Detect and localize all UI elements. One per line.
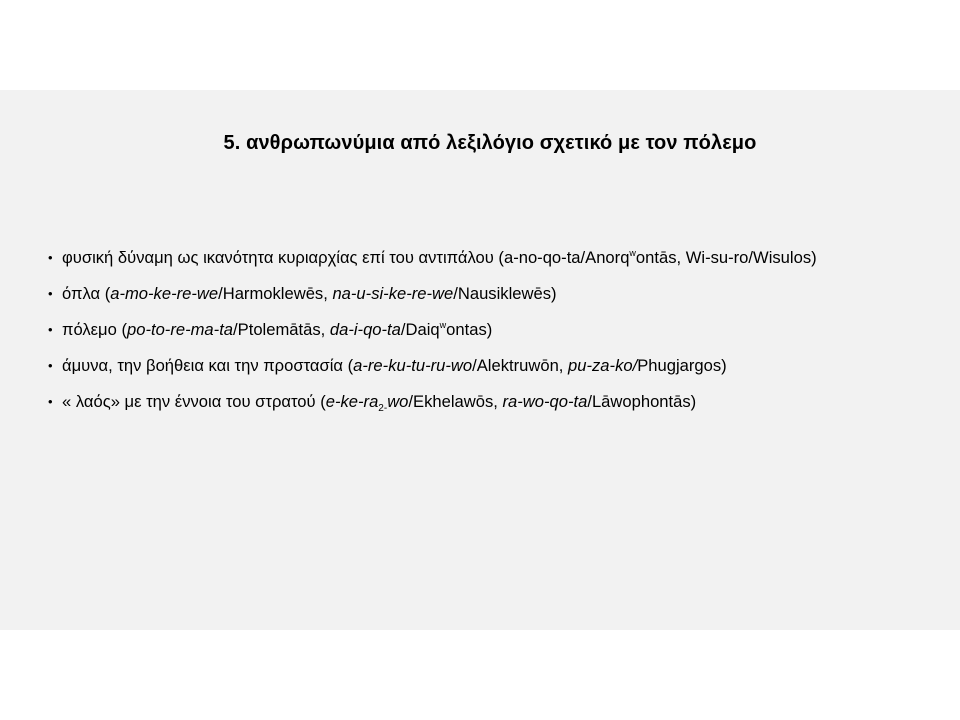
bullet-item-weapons (48, 276, 817, 312)
bullet-text: φυσική δύναμη ως ικανότητα κυριαρχίας επί του αντιπάλου ( (62, 248, 504, 267)
bullet-text: /Ptolemātās, (233, 320, 330, 339)
subscript: 2- (378, 403, 388, 414)
bullet-item-war (48, 312, 817, 348)
superscript: w (439, 320, 447, 330)
bullet-icon: • (48, 358, 53, 373)
bullet-text: όπλα ( (62, 284, 111, 303)
bullet-text: « λαός» με την έννοια του στρατού ( (62, 392, 326, 411)
linear-b-term: a-mo-ke-re-we (110, 284, 219, 303)
bullet-icon: • (48, 322, 53, 337)
linear-b-term: wo (387, 392, 409, 411)
superscript: w (629, 248, 636, 258)
bullet-text: άμυνα, την βοήθεια και την προστασία ( (62, 356, 354, 375)
bullet-item-defense (48, 348, 817, 384)
bullet-item-strength (48, 240, 817, 276)
bullet-icon: • (48, 394, 53, 409)
linear-b-term: pu-za-ko/ (568, 356, 638, 375)
linear-b-term: a-re-ku-tu-ru-wo (353, 356, 473, 375)
bullet-text: /Harmoklewēs, (218, 284, 333, 303)
bullet-icon: • (48, 250, 53, 265)
linear-b-term: e-ke-ra (325, 392, 379, 411)
bullet-text: ontās, Wi-su-ro/Wisulos) (635, 248, 817, 267)
bullet-text: /Nausiklewēs) (453, 284, 557, 303)
bullet-text: /Daiq (400, 320, 440, 339)
bullet-icon: • (48, 286, 53, 301)
slide (0, 90, 960, 630)
bullet-text: πόλεμο ( (62, 320, 127, 339)
bullet-list (48, 240, 817, 420)
bullet-text: /Lāwophontās) (587, 392, 697, 411)
bullet-item-army (48, 384, 817, 420)
bullet-text: Phugjargos) (637, 356, 727, 375)
bullet-text: ontas) (446, 320, 493, 339)
linear-b-term: ra-wo-qo-ta (502, 392, 588, 411)
bullet-text: /Alektruwōn, (472, 356, 569, 375)
linear-b-term: na-u-si-ke-re-we (332, 284, 454, 303)
linear-b-term: da-i-qo-ta (329, 320, 401, 339)
bullet-text: /Ekhelawōs, (408, 392, 503, 411)
slide-title: 5. ανθρωπωνύμια από λεξιλόγιο σχετικό με τον πόλεμο (223, 132, 757, 154)
linear-b-term: po-to-re-ma-ta (126, 320, 234, 339)
bullet-text: a-no-qo-ta/Anorq (503, 248, 630, 267)
